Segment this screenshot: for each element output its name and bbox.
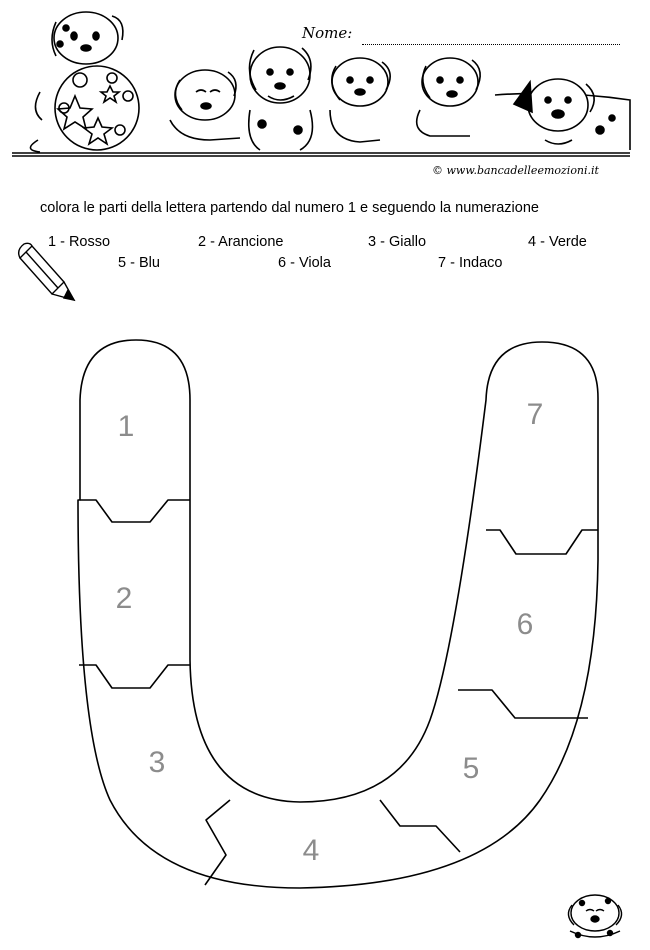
legend-item-4: 4 - Verde [528, 234, 587, 250]
segment-number-7: 7 [526, 398, 544, 431]
divider-5-6 [458, 690, 588, 718]
legend-item-7: 7 - Indaco [438, 255, 503, 271]
segment-number-5: 5 [462, 752, 480, 785]
dalmatian-puppy-icon [560, 885, 630, 945]
segment-number-1: 1 [117, 410, 135, 443]
letter-u-shape [0, 300, 650, 920]
legend-item-5: 5 - Blu [118, 255, 160, 271]
name-label: Nome: [302, 24, 353, 42]
divider-4-5 [380, 800, 460, 852]
instruction-text: colora le parti della lettera partendo dal numero 1 e seguendo la numerazione [40, 200, 539, 216]
segment-number-3: 3 [148, 746, 166, 779]
legend-item-6: 6 - Viola [278, 255, 331, 271]
website-credit [432, 164, 599, 177]
legend-item-3: 3 - Giallo [368, 234, 427, 250]
divider-2-3 [79, 665, 190, 688]
pencil-icon [12, 238, 82, 308]
segment-number-6: 6 [516, 608, 534, 641]
segment-number-2: 2 [115, 582, 133, 615]
divider-3-4 [205, 800, 230, 885]
name-input[interactable] [362, 44, 620, 45]
divider-6-7 [486, 530, 598, 554]
website-url: www.bancadelleemozioni.it [446, 164, 599, 177]
copyright-icon: © [432, 164, 443, 177]
legend-item-1: 1 - Rosso [48, 234, 111, 250]
divider-1-2 [80, 500, 190, 522]
segment-number-4: 4 [302, 834, 320, 867]
legend-item-2: 2 - Arancione [198, 234, 284, 250]
